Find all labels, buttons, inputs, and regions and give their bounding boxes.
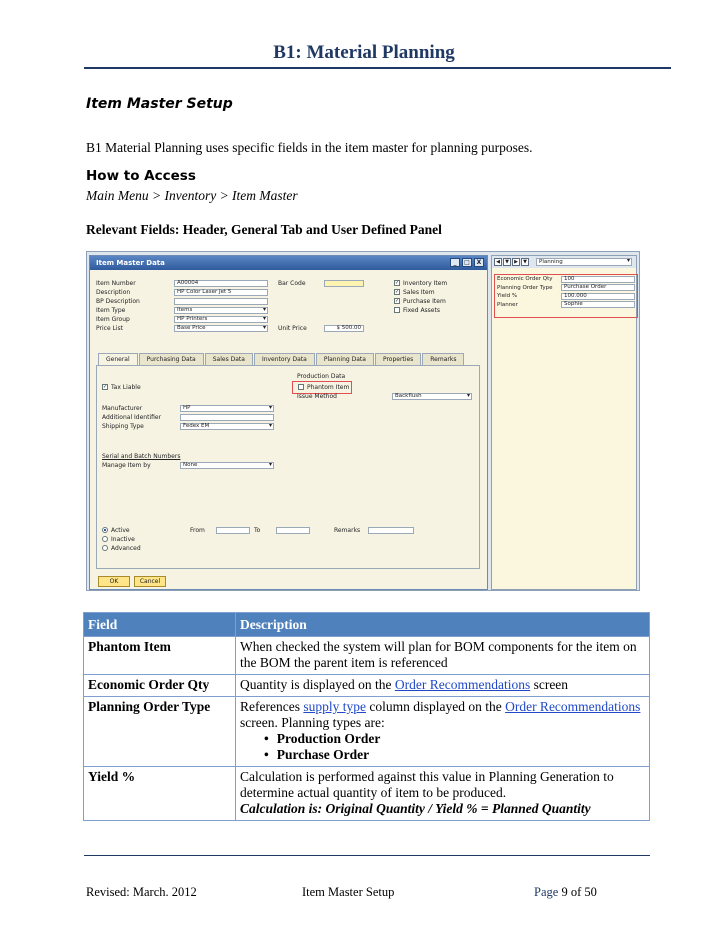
planning-order-type-field[interactable]: Purchase Order (561, 284, 635, 291)
page-title: B1: Material Planning (273, 42, 455, 63)
tab-inventory[interactable]: Inventory Data (254, 353, 315, 365)
manage-by-dropdown[interactable]: None ▾ (180, 462, 274, 469)
minimize-button[interactable]: _ (450, 258, 460, 267)
to-field[interactable] (276, 527, 310, 534)
sales-item-checkbox[interactable]: ✓ (395, 289, 400, 295)
footer-rule (84, 855, 650, 856)
shipping-type-dropdown[interactable]: Fedex EM ▾ (180, 423, 274, 430)
to-label: To (254, 526, 261, 534)
tab-properties[interactable]: Properties (375, 353, 421, 365)
tab-planning[interactable]: Planning Data (316, 353, 374, 365)
barcode-field[interactable] (324, 280, 364, 287)
udf-label: Yield % (497, 293, 518, 300)
field-cell: Yield % (84, 767, 236, 821)
window-title (90, 256, 487, 270)
description-cell: When checked the system will plan for BOM components for the item on the BOM the parent item is referenced (236, 637, 650, 675)
table-row (84, 675, 650, 697)
next-icon[interactable]: ▶ (512, 258, 520, 266)
serial-batch-heading: Serial and Batch Numbers (102, 452, 181, 460)
field-label: Item Group (96, 315, 130, 323)
inactive-radio[interactable] (102, 536, 108, 542)
manufacturer-dropdown[interactable]: HP ▾ (180, 405, 274, 412)
barcode-label: Bar Code (278, 279, 306, 287)
tax-liable-label: Tax Liable (111, 383, 141, 391)
footer-page (534, 885, 597, 900)
footer-page-number: 9 of 50 (558, 885, 597, 899)
desc-text: column displayed on the (365, 699, 506, 714)
planning-types-list (264, 731, 645, 763)
from-field[interactable] (216, 527, 250, 534)
udf-highlight (494, 274, 638, 318)
tab-general[interactable]: General (98, 353, 138, 365)
remarks-label: Remarks (334, 526, 361, 534)
udf-label: Economic Order Qty (497, 276, 553, 283)
item-master-window (89, 255, 488, 590)
unit-price-field[interactable]: $ 500.00 (324, 325, 364, 332)
fixed-assets-checkbox[interactable] (394, 307, 400, 313)
access-heading: How to Access (86, 168, 196, 184)
checkbox-label: Purchase Item (403, 297, 446, 305)
calculation-text: Calculation is: Original Quantity / Yield % = Planned Quantity (240, 801, 591, 816)
phantom-item-checkbox[interactable] (298, 384, 304, 390)
window-title-text: Item Master Data (96, 259, 165, 267)
section-heading: Item Master Setup (86, 96, 233, 112)
inventory-item-checkbox[interactable]: ✓ (395, 280, 400, 286)
description-field[interactable]: HP Color Laser Jet 5 (174, 289, 268, 296)
production-data-label: Production Data (297, 372, 346, 380)
dropdown-icon[interactable]: ▼ (521, 258, 529, 266)
tab-sales[interactable]: Sales Data (205, 353, 253, 365)
list-item: • Purchase Order (264, 747, 645, 763)
field-label: Manufacturer (102, 404, 143, 412)
economic-order-qty-field[interactable]: 100 (561, 276, 635, 283)
field-label: Shipping Type (102, 422, 144, 430)
ok-button[interactable]: OK (98, 576, 130, 587)
udf-category-select[interactable]: Planning ▾ (536, 258, 632, 266)
item-master-screenshot (86, 251, 640, 591)
footer-page-word: Page (534, 885, 559, 899)
table-row (84, 767, 650, 821)
description-cell (236, 767, 650, 821)
remarks-field[interactable] (368, 527, 414, 534)
desc-text: screen (530, 677, 569, 692)
desc-text: screen. Planning types are: (240, 715, 385, 730)
field-label: Price List (96, 324, 124, 332)
order-recommendations-link[interactable]: Order Recommendations (394, 677, 531, 692)
field-label: Additional Identifier (102, 413, 162, 421)
table-row (84, 637, 650, 675)
prev-icon[interactable]: ◀ (494, 258, 502, 266)
price-list-dropdown[interactable]: Base Price ▾ (174, 325, 268, 332)
tax-liable-checkbox[interactable]: ✓ (103, 384, 108, 390)
issue-method-dropdown[interactable]: Backflush ▾ (392, 393, 472, 400)
udf-toolbar (492, 256, 636, 268)
purchase-item-checkbox[interactable]: ✓ (395, 298, 400, 304)
table-header: Field (84, 613, 236, 637)
user-defined-panel (491, 255, 637, 590)
desc-text: Quantity is displayed on the (240, 677, 395, 692)
tab-purchasing[interactable]: Purchasing Data (139, 353, 204, 365)
radio-label: Advanced (111, 544, 141, 552)
item-type-dropdown[interactable]: Items ▾ (174, 307, 268, 314)
table-header: Description (236, 613, 650, 637)
field-label: Item Type (96, 306, 126, 314)
planner-field[interactable]: Sophie (561, 301, 635, 308)
phantom-item-label: Phantom Item (307, 383, 350, 391)
radio-label: Active (111, 526, 130, 534)
maximize-button[interactable]: □ (462, 258, 472, 267)
order-recommendations-link[interactable]: Order Recommendations (505, 699, 641, 714)
list-item: • Production Order (264, 731, 645, 747)
close-button[interactable]: X (474, 258, 484, 267)
supply-type-link[interactable]: supply type (303, 699, 366, 714)
item-number-field[interactable]: A00004 (174, 280, 268, 287)
field-label: Description (96, 288, 131, 296)
field-label: BP Description (96, 297, 140, 305)
footer-revised: Revised: March. 2012 (86, 885, 197, 899)
tab-remarks[interactable]: Remarks (422, 353, 464, 365)
additional-identifier-field[interactable] (180, 414, 274, 421)
cancel-button[interactable]: Cancel (134, 576, 166, 587)
table-row (84, 697, 650, 767)
field-label: Item Number (96, 279, 136, 287)
checkbox-label: Inventory Item (403, 279, 448, 287)
manage-by-label: Manage Item by (102, 461, 151, 469)
field-table (83, 612, 650, 821)
field-cell: Phantom Item (84, 637, 236, 675)
unit-price-label: Unit Price (278, 324, 307, 332)
advanced-radio[interactable] (102, 545, 108, 551)
desc-text: Calculation is performed against this value in Planning Generation to determine actual quantity of item to be produced. (240, 769, 614, 800)
checkbox-label: Sales Item (403, 288, 435, 296)
bp-description-field[interactable] (174, 298, 268, 305)
title-rule (84, 67, 671, 69)
radio-label: Inactive (111, 535, 135, 543)
yield-field[interactable]: 100.000 (561, 293, 635, 300)
access-path: Main Menu > Inventory > Item Master (86, 188, 298, 203)
dropdown-icon[interactable]: ▼ (503, 258, 511, 266)
description-cell (236, 675, 650, 697)
relevant-fields: Relevant Fields: Header, General Tab and User Defined Panel (86, 222, 442, 237)
desc-text: References (240, 699, 304, 714)
description-cell (236, 697, 650, 767)
table-header-row (84, 613, 650, 637)
from-label: From (190, 526, 205, 534)
field-cell: Planning Order Type (84, 697, 236, 767)
field-cell: Economic Order Qty (84, 675, 236, 697)
tab-strip (98, 353, 465, 365)
intro-text: B1 Material Planning uses specific fields in the item master for planning purposes. (86, 140, 533, 155)
item-group-dropdown[interactable]: HP Printers ▾ (174, 316, 268, 323)
active-radio[interactable] (102, 527, 108, 533)
footer-center: Item Master Setup (302, 885, 395, 899)
checkbox-label: Fixed Assets (403, 306, 440, 314)
udf-label: Planner (497, 301, 518, 308)
issue-method-label: Issue Method (297, 392, 337, 400)
udf-label: Planning Order Type (497, 284, 553, 291)
